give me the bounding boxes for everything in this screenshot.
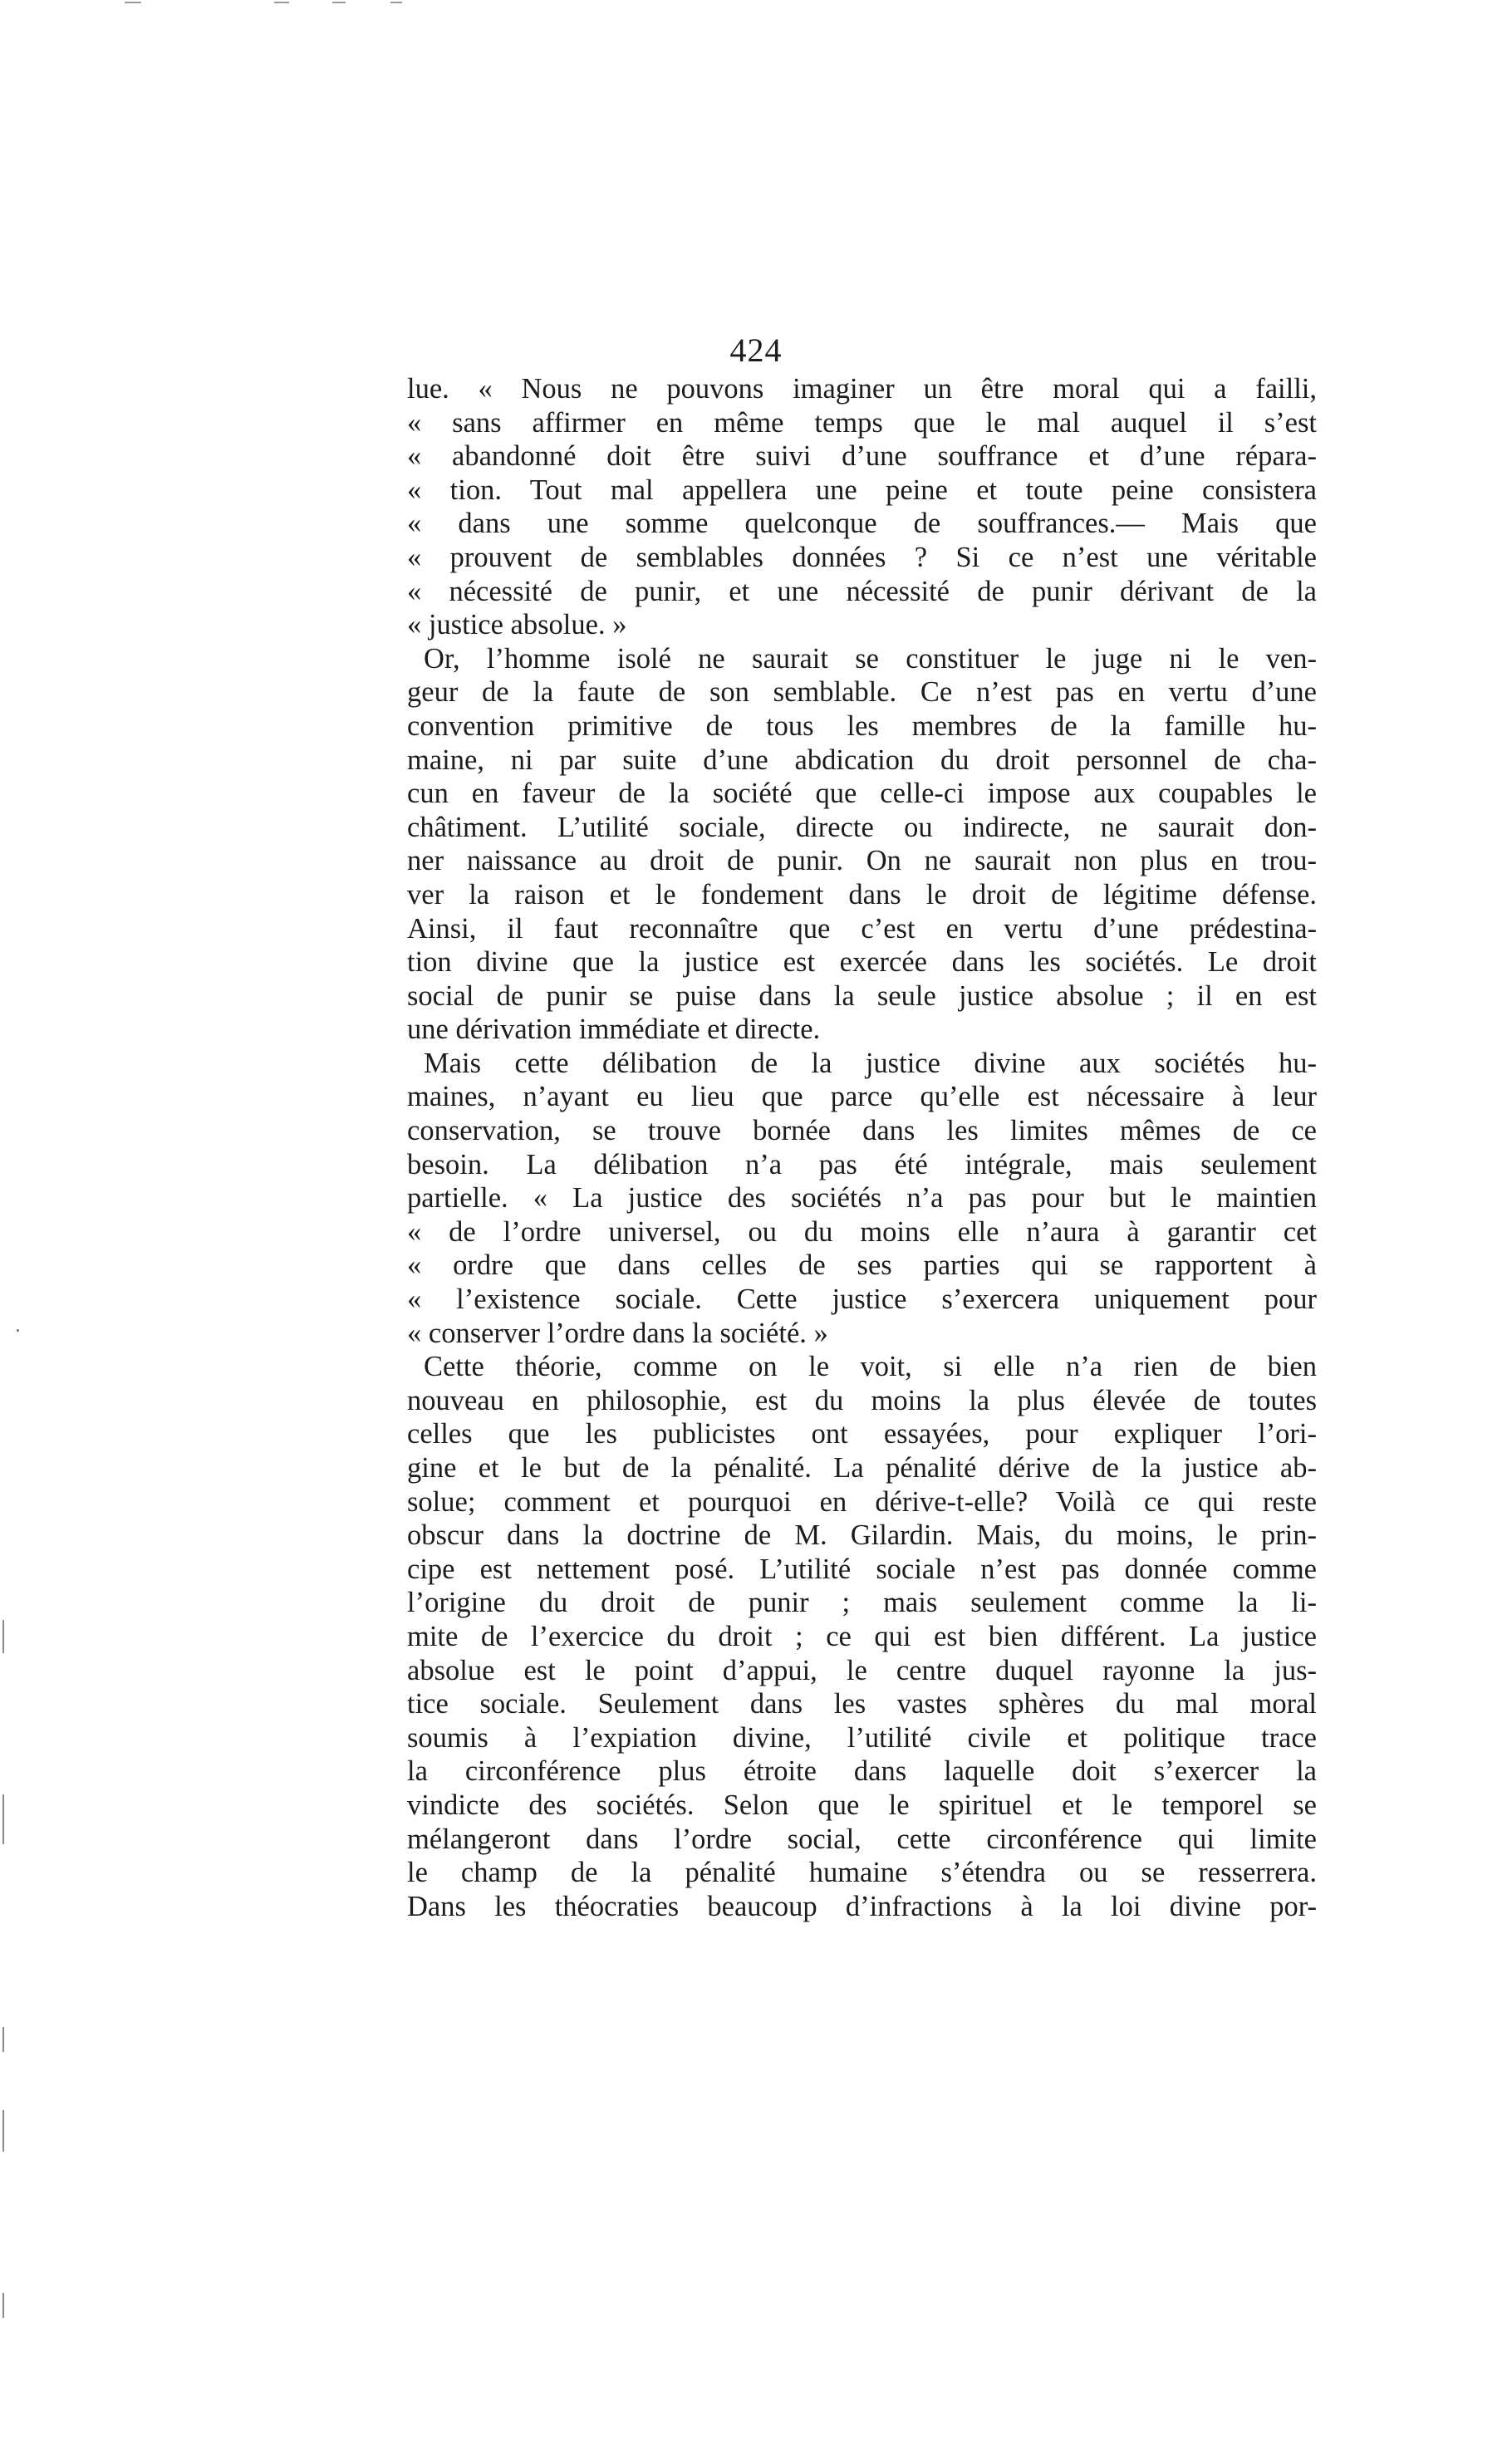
text-line: besoin. La délibation n’a pas été intégrale, mais seulement — [407, 1148, 1317, 1180]
text-line: ver la raison et le fondement dans le droit de légitime défense. — [407, 878, 1317, 910]
text-line: absolue est le point d’appui, le centre duquel rayonne la jus- — [407, 1654, 1317, 1686]
text-line: cipe est nettement posé. L’utilité sociale n’est pas donnée comme — [407, 1553, 1317, 1585]
text-line: nouveau en philosophie, est du moins la plus élevée de toutes — [407, 1384, 1317, 1416]
text-line: solue; comment et pourquoi en dérive-t-elle? Voilà ce qui reste — [407, 1485, 1317, 1518]
text-line: Cette théorie, comme on le voit, si elle n’a rien de bien — [424, 1351, 1317, 1383]
text-line: l’origine du droit de punir ; mais seulement comme la li- — [407, 1587, 1317, 1619]
text-line: gine et le but de la pénalité. La pénalité dérive de la justice ab- — [407, 1452, 1317, 1484]
text-line: celles que les publicistes ont essayées, pour expliquer l’ori- — [407, 1418, 1317, 1450]
scan-margin-mark — [2, 1794, 4, 1844]
text-line: « l’existence sociale. Cette justice s’exercera uniquement pour — [407, 1283, 1317, 1316]
text-line: conservation, se trouve bornée dans les limites mêmes de ce — [407, 1115, 1317, 1147]
text-line: « dans une somme quelconque de souffrances.— Mais que — [407, 508, 1317, 540]
text-line: Mais cette délibation de la justice divine aux sociétés hu- — [424, 1047, 1317, 1079]
text-line: social de punir se puise dans la seule justice absolue ; il en est — [407, 979, 1317, 1012]
text-line: maines, n’ayant eu lieu que parce qu’elle est nécessaire à leur — [407, 1081, 1317, 1113]
text-line: une dérivation immédiate et directe. — [407, 1014, 821, 1046]
text-line: « tion. Tout mal appellera une peine et toute peine consistera — [407, 474, 1317, 506]
page-number: 424 — [729, 331, 783, 369]
text-line: lue. « Nous ne pouvons imaginer un être moral qui a failli, — [407, 373, 1317, 405]
body-text — [407, 372, 1317, 1923]
text-line: « sans affirmer en même temps que le mal auquel il s’est — [407, 406, 1317, 439]
scan-edge-marks — [0, 0, 1512, 5]
text-line: le champ de la pénalité humaine s’étendra ou se resserrera. — [407, 1857, 1317, 1889]
scan-margin-mark — [2, 2293, 4, 2318]
text-line: « conserver l’ordre dans la société. » — [407, 1317, 828, 1349]
scan-margin-mark — [2, 2027, 4, 2052]
text-line: « ordre que dans celles de ses parties qui se rapportent à — [407, 1249, 1317, 1282]
text-line: partielle. « La justice des sociétés n’a pas pour but le maintien — [407, 1182, 1317, 1215]
text-line: « de l’ordre universel, ou du moins elle n’aura à garantir cet — [407, 1215, 1317, 1248]
text-line: « prouvent de semblables données ? Si ce n’est une véritable — [407, 541, 1317, 573]
text-line: Or, l’homme isolé ne saurait se constituer le juge ni le ven- — [424, 642, 1317, 675]
text-line: geur de la faute de son semblable. Ce n’est pas en vertu d’une — [407, 676, 1317, 709]
text-line: « nécessité de punir, et une nécessité de punir dérivant de la — [407, 575, 1317, 607]
text-line: ner naissance au droit de punir. On ne saurait non plus en trou- — [407, 845, 1317, 877]
text-line: mélangeront dans l’ordre social, cette circonférence qui limite — [407, 1823, 1317, 1855]
text-line: convention primitive de tous les membres de la famille hu- — [407, 709, 1317, 742]
text-line: tice sociale. Seulement dans les vastes sphères du mal moral — [407, 1688, 1317, 1720]
text-line: vindicte des sociétés. Selon que le spirituel et le temporel se — [407, 1789, 1317, 1821]
text-line: Dans les théocraties beaucoup d’infractions à la loi divine por- — [407, 1890, 1317, 1922]
text-line: maine, ni par suite d’une abdication du droit personnel de cha- — [407, 744, 1317, 776]
text-line: tion divine que la justice est exercée dans les sociétés. Le droit — [407, 946, 1317, 979]
text-line: Ainsi, il faut reconnaître que c’est en vertu d’une prédestina- — [407, 912, 1317, 945]
text-line: mite de l’exercice du droit ; ce qui est bien différent. La justice — [407, 1620, 1317, 1652]
text-line: « justice absolue. » — [407, 609, 627, 641]
scan-margin-mark — [2, 2110, 4, 2152]
scan-margin-mark — [2, 1620, 4, 1653]
text-line: soumis à l’expiation divine, l’utilité civile et politique trace — [407, 1721, 1317, 1754]
text-line: « abandonné doit être suivi d’une souffrance et d’une répara- — [407, 440, 1317, 473]
text-line: la circonférence plus étroite dans laquelle doit s’exercer la — [407, 1755, 1317, 1788]
text-line: cun en faveur de la société que celle-ci impose aux coupables le — [407, 778, 1317, 810]
text-line: obscur dans la doctrine de M. Gilardin. Mais, du moins, le prin- — [407, 1519, 1317, 1552]
scan-margin-mark — [17, 1329, 19, 1332]
text-line: châtiment. L’utilité sociale, directe ou indirecte, ne saurait don- — [407, 811, 1317, 843]
